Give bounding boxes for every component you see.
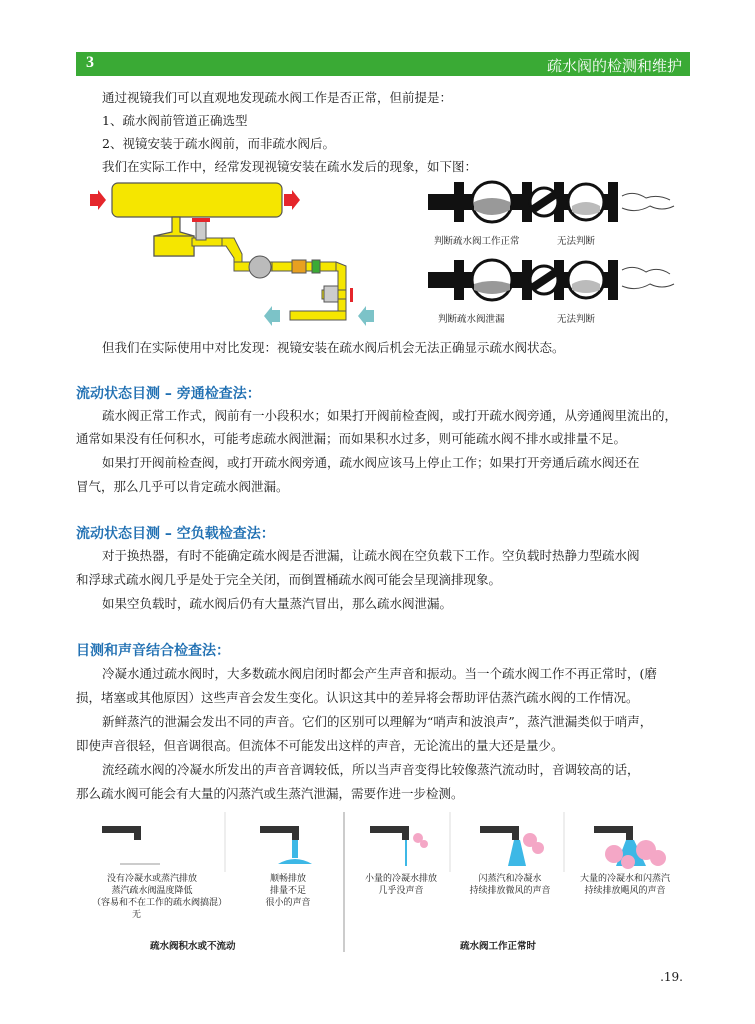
section-1-heading: 流动状态目测 – 旁通检查法： — [76, 386, 261, 402]
sight-glass-row-leak — [428, 260, 674, 300]
caption-unknown-top: 无法判断 — [557, 236, 596, 247]
section-3-line-4: 即使声音很轻，但音调很高。但流体不可能发出这样的声音，无论流出的量大还是量少。 — [76, 738, 564, 753]
section-3-line-2: 损，堵塞或其他原因）这些声音会发生变化。认识这其中的差异将会帮助评估蒸汽疏水阀的工作情况。 — [76, 690, 639, 705]
caption-leak: 判断疏水阀泄漏 — [438, 314, 505, 325]
sight-glass-diagrams — [426, 180, 696, 330]
panel-small-discharge — [370, 826, 428, 866]
intro-conclusion: 但我们在实际使用中对比发现：视镜安装在疏水阀后机会无法正确显示疏水阀状态。 — [102, 340, 565, 355]
panel-flash-steam — [480, 826, 544, 866]
section-3-line-6: 那么疏水阀可能会有大量的闪蒸汽或生蒸汽泄漏，需要作进一步检测。 — [76, 786, 464, 801]
sight-glass-row-normal — [428, 182, 674, 222]
panel-4-caption: 闪蒸汽和冷凝水 持续排放微风的声音 — [469, 874, 551, 896]
panel-heavy-discharge — [594, 826, 666, 869]
return-arrow-left — [264, 306, 280, 326]
group-right-label: 疏水阀工作正常时 — [460, 941, 537, 952]
return-arrow-right — [358, 306, 374, 326]
group-left-label: 疏水阀积水或不流动 — [150, 941, 236, 952]
chapter-title: 疏水阀的检测和维护 — [546, 57, 682, 75]
page-number: .19. — [660, 970, 683, 984]
section-3-line-3: 新鲜蒸汽的泄漏会发出不同的声音。它们的区别可以理解为“哨声和波浪声”，蒸汽泄漏类似于哨声， — [102, 714, 653, 729]
panel-2-caption: 顺畅排放 排量不足 很小的声音 — [265, 874, 311, 908]
section-2-line-3: 如果空负载时，疏水阀后仍有大量蒸汽冒出，那么疏水阀泄漏。 — [102, 596, 453, 611]
flow-in-arrow — [90, 190, 106, 210]
flow-out-arrow — [284, 190, 300, 210]
sight-glass — [292, 260, 306, 273]
section-1-line-1: 疏水阀正常工作式，阀前有一小段积水；如果打开阀前检查阀，或打开疏水阀旁通，从旁通阀里流出的， — [102, 408, 678, 423]
intro-line-4: 我们在实际工作中，经常发现视镜安装在疏水发后的现象，如下图： — [102, 159, 478, 174]
caption-unknown-bottom: 无法判断 — [557, 314, 596, 325]
section-1-line-4: 冒气，那么几乎可以肯定疏水阀泄漏。 — [76, 479, 289, 494]
main-steam-pipe — [112, 183, 282, 217]
panel-smooth-discharge — [260, 826, 312, 864]
section-3-heading: 目测和声音结合检查法： — [76, 643, 230, 659]
panel-no-discharge — [102, 826, 160, 864]
pipe-installation-diagram — [84, 180, 414, 330]
check-valve — [196, 220, 206, 240]
steam-trap — [249, 256, 271, 278]
intro-line-1: 通过视镜我们可以直观地发现疏水阀工作是否正常，但前提是： — [102, 90, 453, 105]
section-1-line-3: 如果打开阀前检查阀，或打开疏水阀旁通，疏水阀应该马上停止工作；如果打开旁通后疏水阀还在 — [102, 455, 640, 470]
section-2-line-2: 和浮球式疏水阀几乎是处于完全关闭，而倒置桶疏水阀可能会呈现滴排现象。 — [76, 572, 502, 587]
section-2-line-1: 对于换热器，有时不能确定疏水阀是否泄漏，让疏水阀在空负载下工作。空负载时热静力型疏水阀 — [102, 548, 640, 563]
section-2-heading: 流动状态目测 – 空负载检查法： — [76, 526, 275, 542]
section-3-line-5: 流经疏水阀的冷凝水所发出的声音音调较低，所以当声音变得比较像蒸汽流动时，音调较高的话， — [102, 762, 640, 777]
panel-5-caption: 大量的冷凝水和闪蒸汽 持续排放飓风的声音 — [579, 874, 670, 896]
panel-3-caption: 小量的冷凝水排放 几乎没声音 — [364, 874, 437, 896]
section-3-line-1: 冷凝水通过疏水阀时，大多数疏水阀启闭时都会产生声音和振动。当一个疏水阀工作不再正常时，(磨 — [102, 666, 657, 681]
page-header-bar — [76, 52, 690, 76]
intro-line-2: 1、疏水阀前管道正确选型 — [102, 113, 248, 128]
intro-line-3: 2、视镜安装于疏水阀前，而非疏水阀后。 — [102, 136, 335, 151]
chapter-number: 3 — [86, 54, 94, 71]
section-1-line-2: 通常如果没有任何积水，可能考虑疏水阀泄漏；而如果积水过多，则可能疏水阀不排水或排量不足。 — [76, 431, 627, 446]
panel-1-caption: 没有冷凝水或蒸汽排放 蒸汽疏水阀温度降低 （容易和不在工作的疏水阀搞混） 无 — [92, 874, 228, 920]
caption-normal: 判断疏水阀工作正常 — [434, 236, 520, 247]
